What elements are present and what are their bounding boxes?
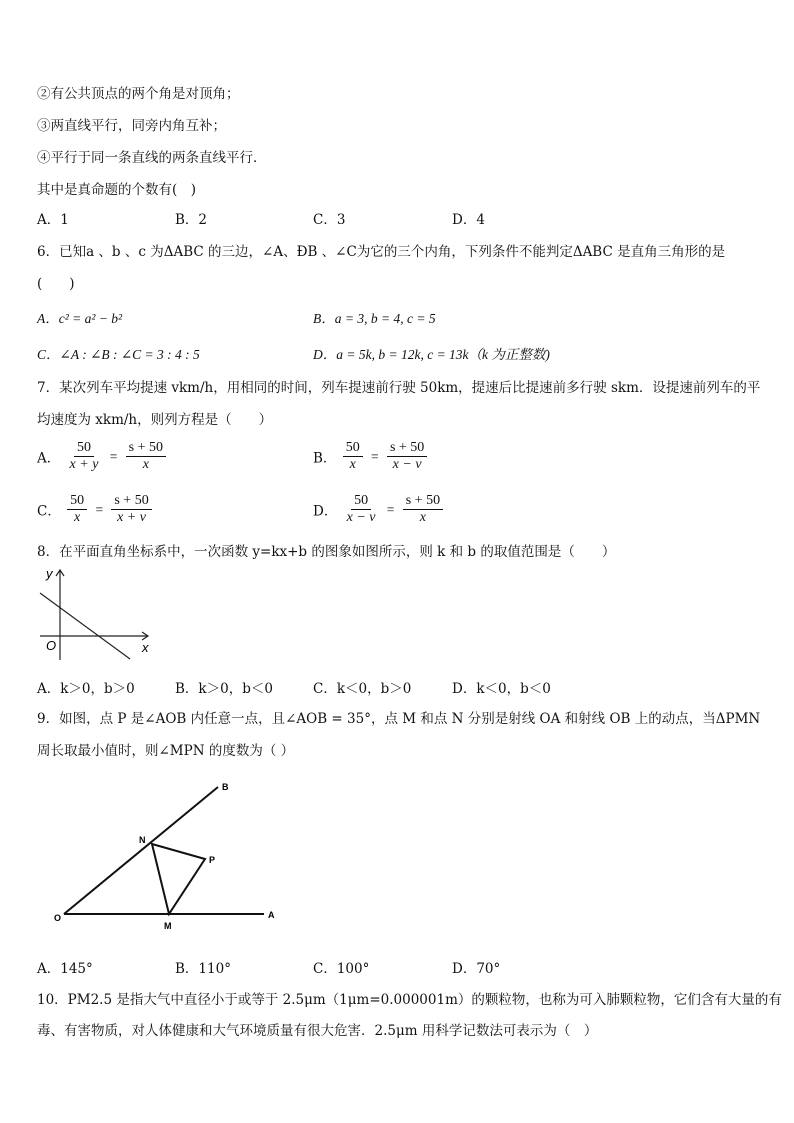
equals-sign: =: [371, 448, 379, 464]
q5-option-b[interactable]: B．2: [175, 212, 208, 228]
q7-option-label: B．: [313, 450, 337, 467]
q7-stem-line2: 均速度为 xkm/h，则列方程是（ ）: [37, 412, 273, 428]
fraction-left: $\frac{50}{x + y}$: [69, 440, 99, 472]
q8-option-a[interactable]: A．k＞0，b＞0: [37, 681, 135, 697]
q10-stem-line1: 10．PM2.5 是指大气中直径小于或等于 2.5μm（1μm=0.000001m）的颗粒物，也称为可入肺颗粒物，它们含有大量的有: [37, 992, 782, 1008]
q6-stem-line1: 6．已知a 、b 、c 为ΔABC 的三边，∠A、ÐB 、∠C为它的三个内角，下列条件不能判定ΔABC 是直角三角形的是: [37, 244, 726, 260]
q9-stem-line2: 周长取最小值时，则∠MPN 的度数为（ ）: [37, 743, 295, 759]
fraction-right: $\frac{s + 50}{x + v}$: [111, 493, 151, 526]
fraction-right: $\frac{s + 50}{x}$: [403, 493, 443, 526]
q7-option-label: C．: [37, 503, 61, 520]
q7-option-label: D．: [313, 503, 338, 520]
angle-triangle-figure: [50, 776, 290, 936]
q8-option-c[interactable]: C．k＜0，b＞0: [313, 681, 412, 697]
q6-option-a[interactable]: A．c² = a² − b²: [37, 311, 123, 326]
q9-option-b[interactable]: B．110°: [175, 961, 231, 977]
statement-4: ④平行于同一条直线的两条直线平行．: [37, 150, 267, 166]
ray-ob: [64, 787, 218, 914]
statement-3: ③两直线平行，同旁内角互补；: [37, 118, 226, 134]
q7-option-a[interactable]: [37, 440, 168, 473]
q5-option-a[interactable]: A．1: [37, 212, 69, 228]
q9-option-a[interactable]: A．145°: [37, 961, 93, 977]
label-b: B: [222, 782, 229, 792]
q7-option-c[interactable]: [37, 493, 154, 526]
q6-option-d[interactable]: D．a = 5k, b = 12k, c = 13k（k 为正整数): [313, 347, 550, 362]
q6-option-c[interactable]: C．∠A : ∠B : ∠C = 3 : 4 : 5: [37, 347, 200, 362]
fraction-left: $\frac{50}{x}$: [343, 440, 363, 473]
q8-stem: 8．在平面直角坐标系中，一次函数 y=kx+b 的图象如图所示，则 k 和 b 的取值范围是（ ）: [37, 544, 616, 560]
label-p: P: [209, 855, 216, 865]
q7-option-label: A．: [37, 450, 61, 467]
fraction-left: $\frac{50}{x - v}$: [346, 493, 376, 525]
fraction-right: $\frac{s + 50}{x}$: [126, 440, 166, 473]
label-n: N: [139, 835, 146, 845]
q6-option-b[interactable]: B．a = 3, b = 4, c = 5: [313, 311, 436, 326]
equals-sign: =: [109, 448, 118, 464]
equals-sign: =: [95, 501, 104, 517]
q6-stem-line2: ( ): [37, 276, 75, 292]
equals-sign: =: [386, 501, 395, 517]
q7-option-d[interactable]: [313, 493, 445, 526]
q5-option-d[interactable]: D．4: [452, 212, 485, 228]
q10-stem-line2: 毒、有害物质，对人体健康和大气环境质量有很大危害．2.5μm 用科学记数法可表示为（ ）: [37, 1023, 598, 1039]
statement-2: ②有公共顶点的两个角是对顶角；: [37, 86, 240, 102]
q8-option-d[interactable]: D．k＜0，b＜0: [452, 681, 551, 697]
label-a: A: [268, 910, 275, 920]
q7-stem-line1: 7．某次列车平均提速 vkm/h，用相同的时间，列车提速前行驶 50km，提速后比提速前多行驶 skm．设提速前列车的平: [37, 380, 761, 396]
label-m: M: [164, 921, 172, 931]
q5-option-c[interactable]: C．3: [313, 212, 346, 228]
q7-option-b[interactable]: [313, 440, 429, 473]
fraction-left: $\frac{50}{x}$: [67, 493, 87, 526]
y-axis-label: y: [46, 566, 53, 581]
label-o: O: [54, 913, 62, 923]
fraction-right: $\frac{s + 50}{x - v}$: [387, 440, 427, 473]
triangle-pmn: [152, 844, 205, 914]
origin-label: O: [46, 638, 57, 653]
linear-function-graph: [30, 562, 160, 666]
q9-option-d[interactable]: D．70°: [452, 961, 501, 977]
q5-ask: 其中是真命题的个数有( ): [37, 182, 197, 198]
q9-stem-line1: 9．如图，点 P 是∠AOB 内任意一点，且∠AOB = 35°，点 M 和点 N 分别是射线 OA 和射线 OB 上的动点，当ΔPMN: [37, 711, 761, 727]
x-axis-label: x: [142, 640, 149, 655]
q9-option-c[interactable]: C．100°: [313, 961, 370, 977]
q8-option-b[interactable]: B．k＞0，b＜0: [175, 681, 273, 697]
